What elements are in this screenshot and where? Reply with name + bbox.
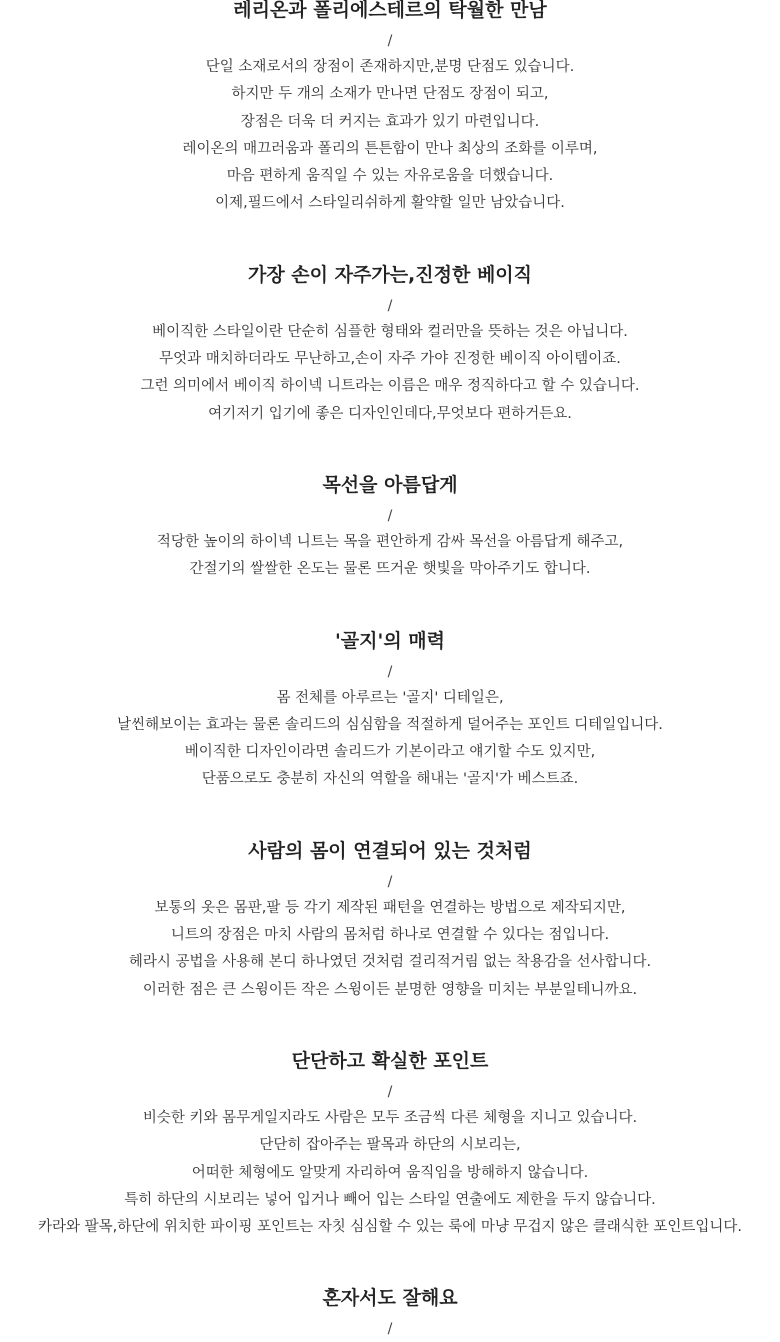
section-separator: / [387, 1321, 393, 1338]
body-line: 베이직한 디자인이라면 솔리드가 기본이라고 얘기할 수도 있지만, [184, 744, 596, 761]
section-neckline [0, 463, 780, 584]
section-rayon-poly [0, 0, 780, 218]
body-line: 레이온의 매끄러움과 폴리의 튼튼함이 만나 최상의 조화를 이루며, [182, 140, 598, 157]
body-line: 보통의 옷은 몸판,팔 등 각기 제작된 패턴을 연결하는 방법으로 제작되지만, [154, 899, 626, 916]
body-line: 비슷한 키와 몸무게일지라도 사람은 모두 조금씩 다른 체형을 지니고 있습니다. [142, 1109, 638, 1126]
section-separator: / [387, 507, 393, 524]
body-line: 특히 하단의 시보리는 넣어 입거나 빼어 입는 스타일 연출에도 제한을 두지 않습니다. [124, 1191, 656, 1208]
body-line: 하지만 두 개의 소재가 만나면 단점도 장점이 되고, [231, 86, 549, 103]
section-title: 목선을 아름답게 [322, 473, 458, 496]
section-title: '골지'의 매력 [334, 629, 446, 652]
body-line: 간절기의 쌀쌀한 온도는 물론 뜨거운 햇빛을 막아주기도 합니다. [189, 561, 591, 578]
body-line: 단품으로도 충분히 자신의 역할을 해내는 '골지'가 베스트죠. [201, 771, 579, 788]
body-line: 베이직한 스타일이란 단순히 심플한 형태와 컬러만을 뜻하는 것은 아닙니다. [152, 323, 628, 340]
body-line: 그런 의미에서 베이직 하이넥 니트라는 이름은 매우 정직하다고 할 수 있습니다. [140, 378, 640, 395]
section-separator: / [387, 1083, 393, 1100]
body-line: 마음 편하게 움직일 수 있는 자유로움을 더했습니다. [226, 168, 554, 185]
body-line: 적당한 높이의 하이넥 니트는 목을 편안하게 감싸 목선을 아름답게 해주고, [156, 533, 624, 550]
body-line: 날씬해보이는 효과는 물론 솔리드의 심심함을 적절하게 덜어주는 포인트 디테일입니다. [117, 716, 663, 733]
section-rib-detail [0, 619, 780, 794]
body-line: 단일 소재로서의 장점이 존재하지만,분명 단점도 있습니다. [205, 59, 575, 75]
body-line: 카라와 팔목,하단에 위치한 파이핑 포인트는 자칫 심심할 수 있는 룩에 마냥 무겁지 않은 클래식한 포인트입니다. [37, 1219, 743, 1236]
body-line: 무엇과 매치하더라도 무난하고,손이 자주 가야 진정한 베이직 아이템이죠. [159, 351, 621, 368]
body-line: 단단히 잡아주는 팔목과 하단의 시보리는, [259, 1137, 521, 1154]
body-line: 니트의 장점은 마치 사람의 몸처럼 하나로 연결할 수 있다는 점입니다. [170, 927, 610, 944]
body-line: 어떠한 체형에도 알맞게 자리하여 움직임을 방해하지 않습니다. [191, 1164, 589, 1181]
body-line: 여기저기 입기에 좋은 디자인인데다,무엇보다 편하거든요. [208, 405, 572, 422]
section-firm-point [0, 1039, 780, 1241]
section-separator: / [387, 33, 393, 49]
section-title: 단단하고 확실한 포인트 [291, 1049, 489, 1072]
section-title: 레리온과 폴리에스테르의 탁월한 만남 [233, 0, 547, 21]
section-title: 사람의 몸이 연결되어 있는 것처럼 [248, 839, 532, 862]
section-true-basic [0, 253, 780, 428]
body-line: 이제,필드에서 스타일리쉬하게 활약할 일만 남았습니다. [215, 195, 565, 212]
body-line: 몸 전체를 아루르는 '골지' 디테일은, [276, 689, 504, 706]
section-separator: / [387, 873, 393, 890]
section-separator: / [387, 663, 393, 680]
section-separator: / [387, 297, 393, 314]
body-line: 이러한 점은 큰 스윙이든 작은 스윙이든 분명한 영향을 미치는 부분일테니까요. [142, 981, 638, 998]
section-standalone [0, 1276, 780, 1338]
body-line: 헤라시 공법을 사용해 본디 하나였던 것처럼 걸리적거림 없는 착용감을 선사합니다. [128, 954, 652, 971]
section-title: 가장 손이 자주가는,진정한 베이직 [247, 263, 533, 286]
section-seamless [0, 829, 780, 1004]
section-title: 혼자서도 잘해요 [322, 1287, 458, 1310]
body-line: 장점은 더욱 더 커지는 효과가 있기 마련입니다. [240, 113, 540, 130]
